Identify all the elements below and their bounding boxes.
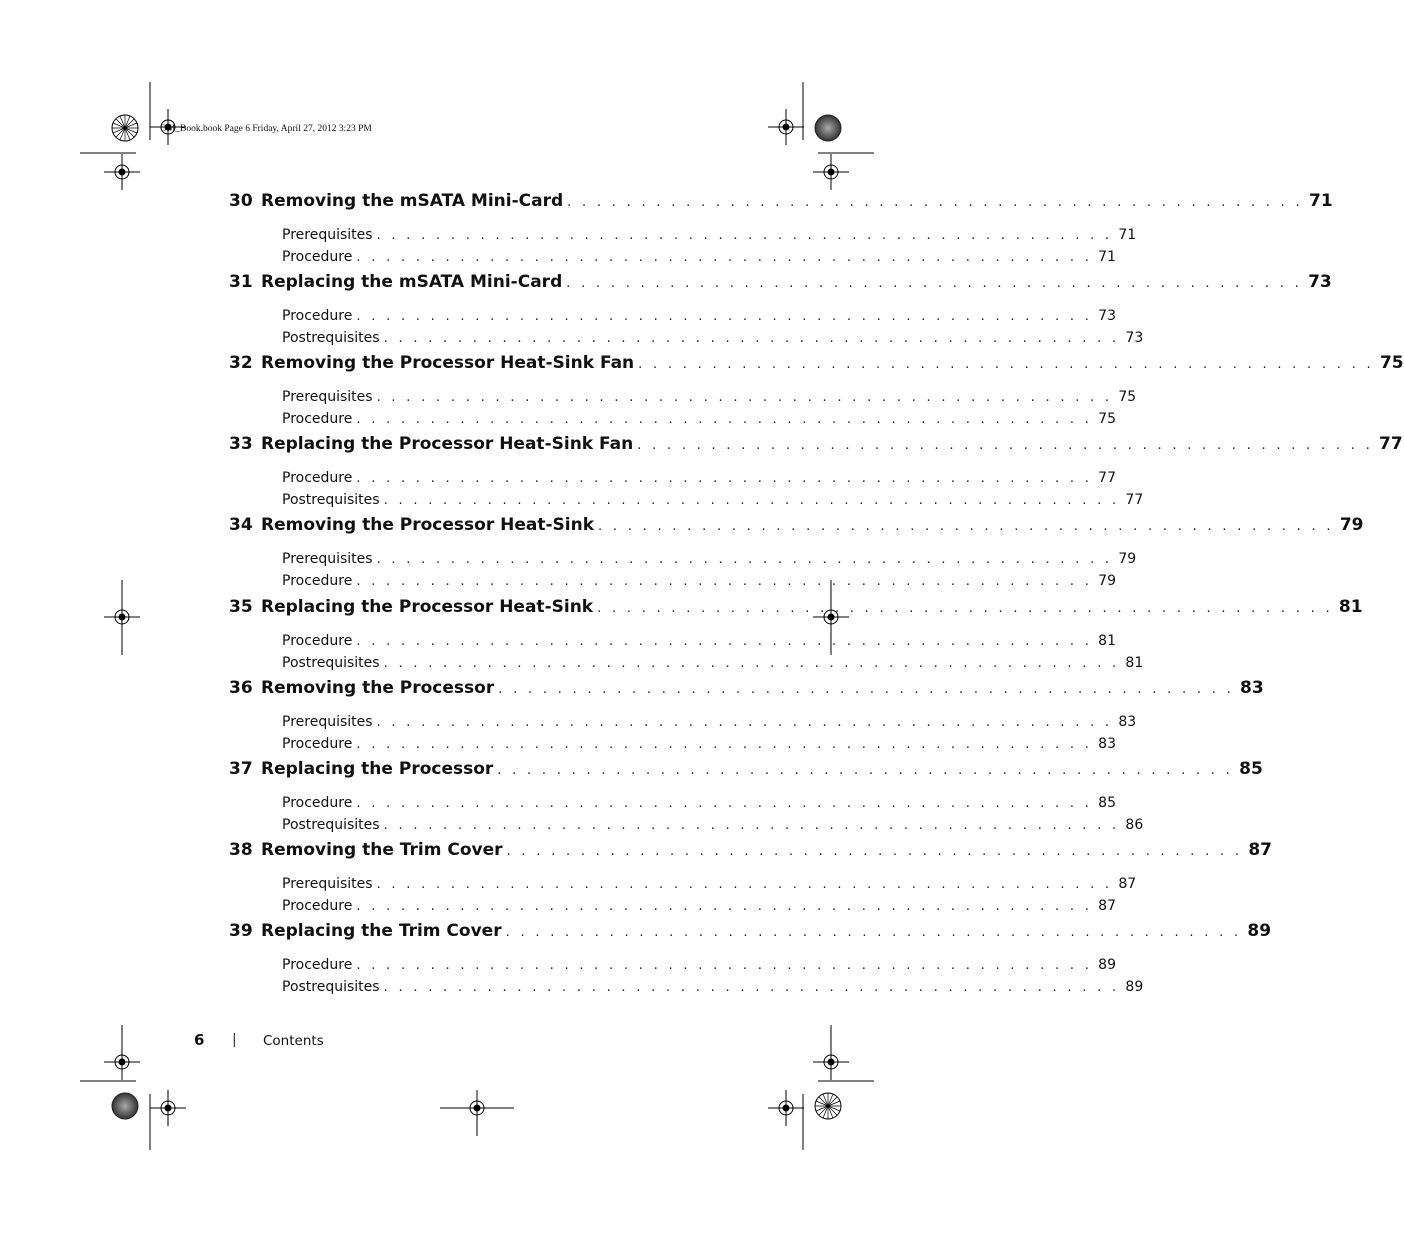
leader-dots: . . . . . . . . . . . . . . . . . . . . . . . . . . . . . . . . . . . . . . . . . . . . . . . . . . [356,633,1093,649]
section-page: 89 [1125,978,1144,995]
toc-section-entry[interactable] [282,249,1116,269]
section-page: 87 [1118,875,1137,892]
chapter-number: 38 [229,839,253,860]
chapter-title: Removing the Processor Heat-Sink Fan [261,353,635,374]
section-page: 83 [1118,713,1137,730]
chapter-number: 34 [229,515,253,536]
chapter-title: Removing the Processor [261,677,495,698]
section-title: Postrequisites [282,330,380,347]
leader-dots: . . . . . . . . . . . . . . . . . . . . . . . . . . . . . . . . . . . . . . . . . . . . . . . . . . [638,357,1374,373]
footer-separator: | [232,1032,237,1048]
leader-dots: . . . . . . . . . . . . . . . . . . . . . . . . . . . . . . . . . . . . . . . . . . . . . . . . . . [505,924,1242,940]
section-page: 75 [1098,411,1116,428]
chapter-title: Removing the mSATA Mini-Card [261,191,564,211]
leader-dots: . . . . . . . . . . . . . . . . . . . . . . . . . . . . . . . . . . . . . . . . . . . . . . . . . . [383,655,1120,671]
section-page: 86 [1125,816,1144,833]
toc-section-entry[interactable] [282,632,1116,653]
section-title: Postrequisites [282,492,380,509]
toc-section-entry[interactable] [282,735,1116,756]
chapter-page: 77 [1379,434,1403,455]
chapter-page: 71 [1308,191,1333,211]
section-title: Postrequisites [282,654,380,671]
toc-chapter-entry[interactable] [229,596,1363,621]
toc-section-entry[interactable] [282,411,1116,431]
section-page: 73 [1125,330,1144,347]
toc-section-entry[interactable] [282,956,1116,977]
leader-dots: . . . . . . . . . . . . . . . . . . . . . . . . . . . . . . . . . . . . . . . . . . . . . . . . . . [383,331,1120,347]
section-title: Procedure [282,794,353,811]
section-title: Procedure [282,573,353,590]
section-page: 71 [1098,249,1116,265]
toc-section-entry[interactable] [282,227,1137,247]
chapter-page: 73 [1308,272,1332,293]
chapter-number: 32 [229,353,253,374]
toc-section-entry[interactable] [282,978,1144,999]
toc-chapter-entry[interactable] [229,272,1332,296]
section-title: Procedure [282,632,353,649]
toc-chapter-entry[interactable] [229,920,1272,945]
toc-section-entry[interactable] [282,330,1144,350]
section-page: 87 [1098,897,1116,914]
toc-chapter-entry[interactable] [229,839,1272,864]
section-title: Prerequisites [282,713,373,730]
section-title: Procedure [282,735,353,752]
leader-dots: . . . . . . . . . . . . . . . . . . . . . . . . . . . . . . . . . . . . . . . . . . . . . . . . . . [637,438,1374,454]
toc-section-entry[interactable] [282,794,1116,815]
leader-dots: . . . . . . . . . . . . . . . . . . . . . . . . . . . . . . . . . . . . . . . . . . . . . . . . . . [566,276,1303,292]
toc-chapter-entry[interactable] [229,191,1333,215]
chapter-title: Removing the Processor Heat-Sink [261,515,595,536]
section-page: 73 [1098,308,1116,325]
leader-dots: . . . . . . . . . . . . . . . . . . . . . . . . . . . . . . . . . . . . . . . . . . . . . . . . . . [356,412,1093,428]
section-page: 79 [1098,573,1116,590]
leader-dots: . . . . . . . . . . . . . . . . . . . . . . . . . . . . . . . . . . . . . . . . . . . . . . . . . . [356,574,1093,590]
chapter-page: 75 [1379,353,1404,374]
chapter-number: 31 [229,272,253,293]
chapter-title: Replacing the Processor [261,758,494,779]
toc-chapter-entry[interactable] [229,677,1264,702]
toc-section-entry[interactable] [282,897,1116,918]
section-page: 85 [1098,794,1116,811]
leader-dots: . . . . . . . . . . . . . . . . . . . . . . . . . . . . . . . . . . . . . . . . . . . . . . . . . . [356,898,1093,914]
toc-section-entry[interactable] [282,470,1116,490]
section-page: 79 [1118,551,1137,568]
leader-dots: . . . . . . . . . . . . . . . . . . . . . . . . . . . . . . . . . . . . . . . . . . . . . . . . . . [598,519,1334,535]
chapter-page: 87 [1248,839,1272,860]
leader-dots: . . . . . . . . . . . . . . . . . . . . . . . . . . . . . . . . . . . . . . . . . . . . . . . . . . [383,979,1120,995]
section-title: Prerequisites [282,551,373,568]
chapter-title: Replacing the mSATA Mini-Card [261,272,563,293]
leader-dots: . . . . . . . . . . . . . . . . . . . . . . . . . . . . . . . . . . . . . . . . . . . . . . . . . . [567,195,1303,210]
toc-section-entry[interactable] [282,389,1137,409]
section-page: 89 [1098,956,1116,973]
leader-dots: . . . . . . . . . . . . . . . . . . . . . . . . . . . . . . . . . . . . . . . . . . . . . . . . . . [376,552,1113,568]
chapter-title: Replacing the Trim Cover [261,920,502,941]
toc-section-entry[interactable] [282,573,1116,593]
toc-section-entry[interactable] [282,816,1144,837]
toc-chapter-entry[interactable] [229,353,1404,377]
section-title: Postrequisites [282,978,380,995]
leader-dots: . . . . . . . . . . . . . . . . . . . . . . . . . . . . . . . . . . . . . . . . . . . . . . . . . . [356,736,1093,752]
section-title: Procedure [282,308,353,325]
print-slug: OM_Book.book Page 6 Friday, April 27, 2012 3:23 PM [160,124,372,134]
leader-dots: . . . . . . . . . . . . . . . . . . . . . . . . . . . . . . . . . . . . . . . . . . . . . . . . . . [376,714,1113,730]
chapter-page: 85 [1239,758,1263,779]
section-page: 77 [1098,470,1116,487]
chapter-number: 30 [229,191,253,211]
leader-dots: . . . . . . . . . . . . . . . . . . . . . . . . . . . . . . . . . . . . . . . . . . . . . . . . . . [383,493,1120,509]
footer-page-number: 6 [194,1031,205,1049]
leader-dots: . . . . . . . . . . . . . . . . . . . . . . . . . . . . . . . . . . . . . . . . . . . . . . . . . . [376,876,1113,892]
section-title: Procedure [282,411,353,428]
chapter-number: 39 [229,920,253,941]
section-title: Procedure [282,249,353,265]
leader-dots: . . . . . . . . . . . . . . . . . . . . . . . . . . . . . . . . . . . . . . . . . . . . . . . . . . [497,762,1234,778]
section-page: 83 [1098,735,1116,752]
section-title: Procedure [282,470,353,487]
toc-section-entry[interactable] [282,551,1137,571]
leader-dots: . . . . . . . . . . . . . . . . . . . . . . . . . . . . . . . . . . . . . . . . . . . . . . . . . . [597,600,1333,616]
chapter-number: 33 [229,434,253,455]
leader-dots: . . . . . . . . . . . . . . . . . . . . . . . . . . . . . . . . . . . . . . . . . . . . . . . . . . [356,795,1093,811]
section-title: Postrequisites [282,816,380,833]
chapter-page: 83 [1240,677,1264,698]
chapter-page: 79 [1339,515,1364,536]
section-title: Procedure [282,956,353,973]
chapter-page: 89 [1247,920,1272,941]
toc-section-entry[interactable] [282,875,1137,896]
section-title: Prerequisites [282,875,373,892]
section-page: 75 [1118,389,1137,406]
leader-dots: . . . . . . . . . . . . . . . . . . . . . . . . . . . . . . . . . . . . . . . . . . . . . . . . . . [356,250,1093,265]
toc-chapter-entry[interactable] [229,434,1403,458]
toc-chapter-entry[interactable] [229,515,1364,539]
section-title: Procedure [282,897,353,914]
section-page: 71 [1118,227,1137,243]
chapter-page: 81 [1338,596,1363,617]
toc-section-entry[interactable] [282,713,1137,734]
toc-chapter-entry[interactable] [229,758,1263,783]
leader-dots: . . . . . . . . . . . . . . . . . . . . . . . . . . . . . . . . . . . . . . . . . . . . . . . . . . [356,957,1093,973]
leader-dots: . . . . . . . . . . . . . . . . . . . . . . . . . . . . . . . . . . . . . . . . . . . . . . . . . . [506,843,1243,859]
leader-dots: . . . . . . . . . . . . . . . . . . . . . . . . . . . . . . . . . . . . . . . . . . . . . . . . . . [498,681,1235,697]
chapter-number: 36 [229,677,253,698]
chapter-title: Replacing the Processor Heat-Sink Fan [261,434,634,455]
leader-dots: . . . . . . . . . . . . . . . . . . . . . . . . . . . . . . . . . . . . . . . . . . . . . . . . . . [376,390,1113,406]
toc-chapter [229,920,1272,1041]
chapter-number: 37 [229,758,253,779]
chapter-title: Replacing the Processor Heat-Sink [261,596,594,617]
toc-section-entry[interactable] [282,654,1144,675]
section-page: 81 [1098,632,1116,649]
toc-section-entry[interactable] [282,308,1116,328]
chapter-number: 35 [229,596,253,617]
leader-dots: . . . . . . . . . . . . . . . . . . . . . . . . . . . . . . . . . . . . . . . . . . . . . . . . . . [383,817,1120,833]
toc-section-entry[interactable] [282,492,1144,512]
section-page: 81 [1125,654,1144,671]
section-page: 77 [1125,492,1144,509]
chapter-title: Removing the Trim Cover [261,839,503,860]
leader-dots: . . . . . . . . . . . . . . . . . . . . . . . . . . . . . . . . . . . . . . . . . . . . . . . . . . [356,471,1093,487]
footer-section-label: Contents [263,1033,324,1049]
leader-dots: . . . . . . . . . . . . . . . . . . . . . . . . . . . . . . . . . . . . . . . . . . . . . . . . . . [376,228,1113,243]
leader-dots: . . . . . . . . . . . . . . . . . . . . . . . . . . . . . . . . . . . . . . . . . . . . . . . . . . [356,309,1093,325]
section-title: Prerequisites [282,389,373,406]
section-title: Prerequisites [282,227,373,243]
